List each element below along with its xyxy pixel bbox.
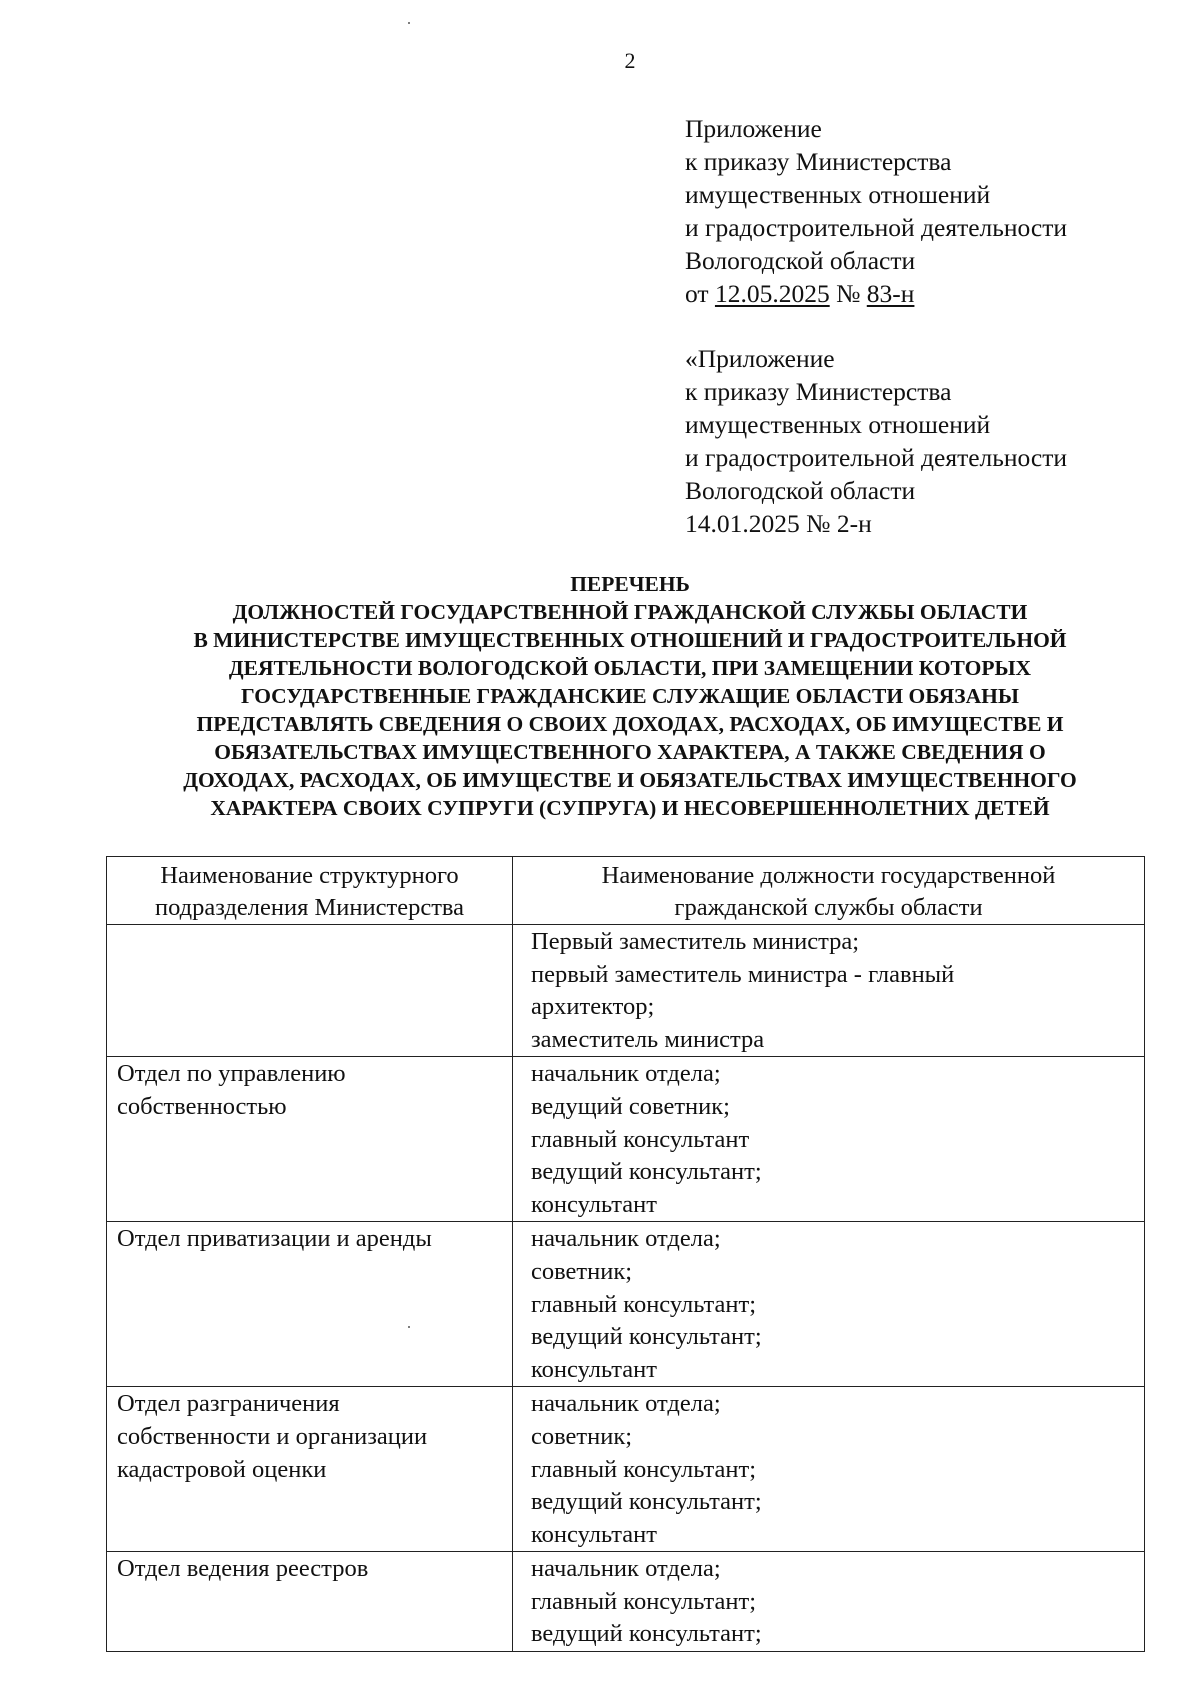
scan-speck: [408, 22, 410, 24]
title-line: В МИНИСТЕРСТВЕ ИМУЩЕСТВЕННЫХ ОТНОШЕНИЙ И ГРАДОСТРОИТЕЛЬНОЙ: [193, 628, 1067, 652]
positions-cell: [513, 1057, 1145, 1222]
original-appendix-line: имущественных отношений: [685, 410, 991, 439]
appendix-header: [685, 112, 1067, 310]
position-line: главный консультант: [531, 1125, 750, 1153]
table-header-row: [107, 857, 1145, 925]
unit-line: собственности и организации: [117, 1422, 428, 1450]
position-line: начальник отдела;: [531, 1555, 721, 1583]
position-line: заместитель министра: [531, 1025, 765, 1053]
header-line: Наименование должности государственной: [601, 862, 1056, 889]
header-line: подразделения Министерства: [154, 894, 465, 921]
position-line: советник;: [531, 1422, 633, 1450]
position-line: начальник отдела;: [531, 1225, 721, 1253]
unit-cell: [107, 1552, 513, 1652]
title-line: ДОЛЖНОСТЕЙ ГОСУДАРСТВЕННОЙ ГРАЖДАНСКОЙ СЛУЖБЫ ОБЛАСТИ: [232, 600, 1028, 624]
number-prefix: №: [829, 279, 867, 308]
title-line: ХАРАКТЕРА СВОИХ СУПРУГИ (СУПРУГА) И НЕСОВЕРШЕННОЛЕТНИХ ДЕТЕЙ: [210, 796, 1050, 820]
header-position: [513, 857, 1145, 925]
position-line: ведущий консультант;: [531, 1620, 762, 1648]
positions-table: [106, 856, 1145, 1652]
unit-cell: [107, 925, 513, 1057]
unit-cell: [107, 1222, 513, 1387]
original-appendix-line: «Приложение: [685, 344, 835, 373]
position-line: консультант: [531, 1190, 657, 1218]
position-line: Первый заместитель министра;: [531, 928, 860, 955]
original-appendix-line: к приказу Министерства: [685, 377, 952, 406]
appendix-line: Вологодской области: [685, 246, 916, 275]
table-row: [107, 1057, 1145, 1222]
positions-cell: [513, 1387, 1145, 1552]
unit-line: кадастровой оценки: [117, 1455, 327, 1483]
unit-cell: [107, 1387, 513, 1552]
appendix-line: к приказу Министерства: [685, 147, 952, 176]
position-line: начальник отдела;: [531, 1390, 721, 1418]
title-line: ПРЕДСТАВЛЯТЬ СВЕДЕНИЯ О СВОИХ ДОХОДАХ, РАСХОДАХ, ОБ ИМУЩЕСТВЕ И: [196, 712, 1064, 736]
original-appendix-line: Вологодской области: [685, 476, 916, 505]
original-appendix-line: и градостроительной деятельности: [685, 443, 1068, 472]
appendix-line: и градостроительной деятельности: [685, 213, 1068, 242]
header-unit: [107, 857, 513, 925]
position-line: начальник отдела;: [531, 1060, 721, 1088]
position-line: главный консультант;: [531, 1455, 756, 1483]
order-date-number-line: [685, 277, 1067, 310]
title-line: ДОХОДАХ, РАСХОДАХ, ОБ ИМУЩЕСТВЕ И ОБЯЗАТЕЛЬСТВАХ ИМУЩЕСТВЕННОГО: [183, 768, 1077, 792]
original-appendix-header: [685, 342, 1067, 540]
title-line: ОБЯЗАТЕЛЬСТВАХ ИМУЩЕСТВЕННОГО ХАРАКТЕРА, А ТАКЖЕ СВЕДЕНИЯ О: [214, 740, 1046, 764]
page-number: 2: [624, 48, 636, 73]
position-line: консультант: [531, 1355, 657, 1383]
position-line: ведущий консультант;: [531, 1158, 762, 1186]
position-line: главный консультант;: [531, 1290, 756, 1318]
positions-cell: [513, 925, 1145, 1057]
position-line: первый заместитель министра - главный: [531, 960, 955, 988]
unit-line: Отдел по управлению: [117, 1060, 346, 1088]
title-line: ДЕЯТЕЛЬНОСТИ ВОЛОГОДСКОЙ ОБЛАСТИ, ПРИ ЗАМЕЩЕНИИ КОТОРЫХ: [228, 656, 1032, 680]
header-line: гражданской службы области: [674, 894, 983, 921]
table-row: [107, 1387, 1145, 1552]
position-line: консультант: [531, 1520, 657, 1548]
order-date: 12.05.2025: [714, 279, 830, 308]
position-line: ведущий консультант;: [531, 1323, 762, 1351]
position-line: ведущий консультант;: [531, 1488, 762, 1516]
unit-line: Отдел разграничения: [117, 1390, 340, 1418]
position-line: советник;: [531, 1257, 633, 1285]
table-row: [107, 1222, 1145, 1387]
position-line: главный консультант;: [531, 1587, 756, 1615]
position-line: ведущий советник;: [531, 1092, 730, 1120]
original-appendix-line: 14.01.2025 № 2-н: [685, 509, 872, 538]
title-line: ПЕРЕЧЕНЬ: [570, 572, 690, 596]
table-row: [107, 1552, 1145, 1652]
date-prefix: от: [685, 279, 715, 308]
positions-cell: [513, 1222, 1145, 1387]
unit-line: собственностью: [117, 1092, 287, 1120]
appendix-line: Приложение: [685, 114, 822, 143]
table-row: [107, 925, 1145, 1057]
unit-line: Отдел приватизации и аренды: [117, 1225, 432, 1253]
order-number: 83-н: [866, 279, 915, 308]
header-line: Наименование структурного: [160, 862, 459, 889]
document-title: [60, 570, 1200, 822]
title-line: ГОСУДАРСТВЕННЫЕ ГРАЖДАНСКИЕ СЛУЖАЩИЕ ОБЛАСТИ ОБЯЗАНЫ: [241, 684, 1019, 708]
position-line: архитектор;: [531, 993, 655, 1021]
unit-line: Отдел ведения реестров: [117, 1555, 369, 1583]
appendix-line: имущественных отношений: [685, 180, 991, 209]
positions-cell: [513, 1552, 1145, 1652]
unit-cell: [107, 1057, 513, 1222]
